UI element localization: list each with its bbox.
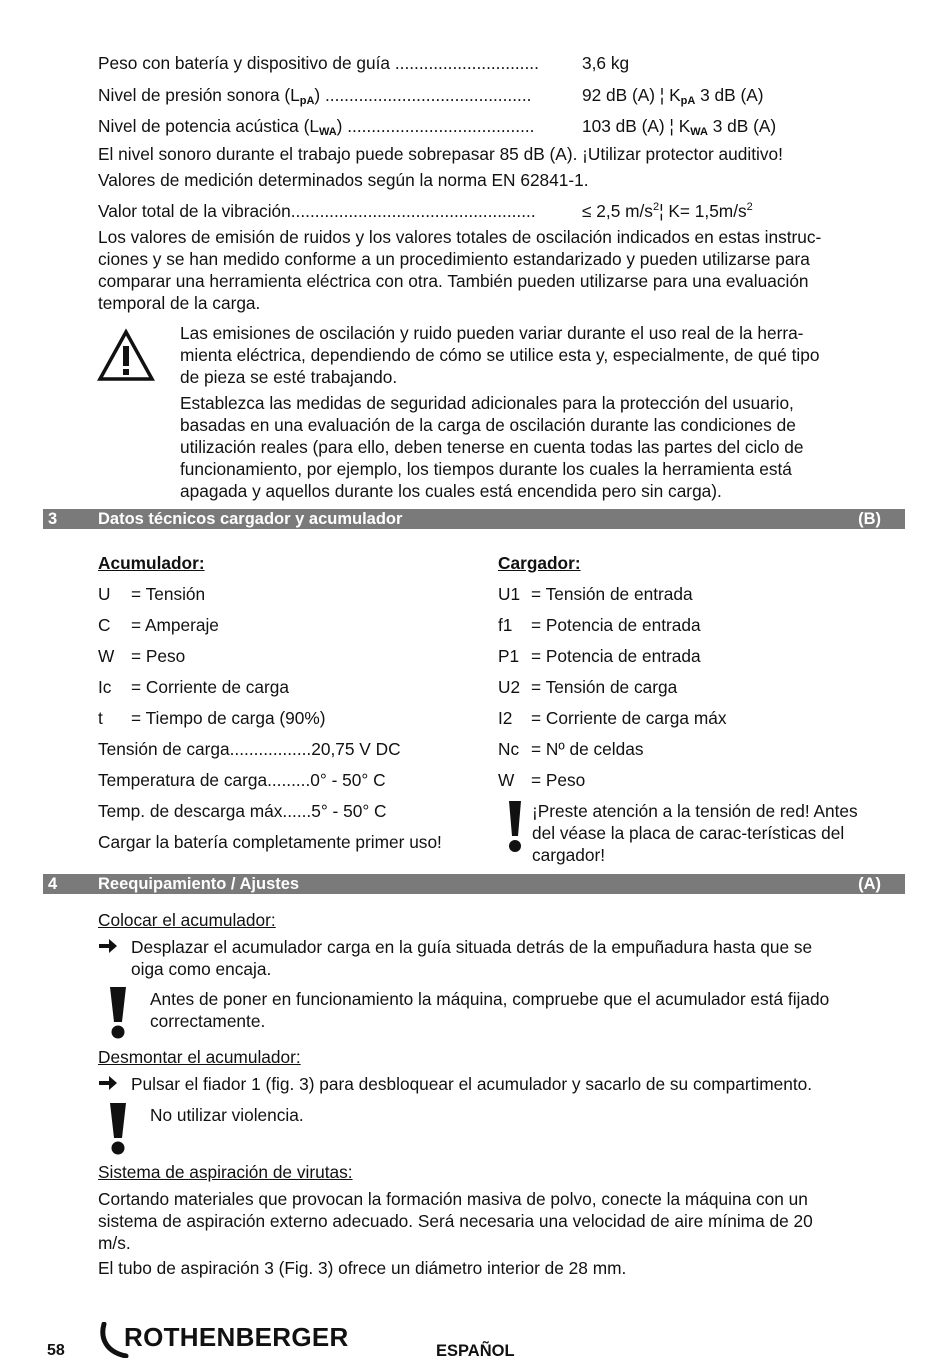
warning-triangle-icon [97,328,155,382]
brand-logo: ROTHENBERGER [124,1322,349,1352]
page-number: 58 [47,1342,65,1359]
remove-battery-note: No utilizar violencia. [150,1105,304,1125]
spec-pressure-value: 92 dB (A) ¦ $K_{pA}$ 3 dB (A) [582,85,764,107]
mains-voltage-note: ¡Preste atención a la tensión de red! Antes del véase la placa de carac-terísticas del cargador! [532,801,858,865]
exclamation-icon [108,1103,128,1155]
section-number: 3 [48,510,58,528]
insert-battery-note: Antes de poner en funcionamiento la máquina, compruebe que el acumulador está fijado correctamente. [150,989,830,1031]
first-use-note: Cargar la batería completamente primer uso! [98,832,442,852]
remove-battery-step: Pulsar el fiador 1 (fig. 3) para desbloquear el acumulador y sacarlo de su compartimento. [131,1074,813,1094]
arrow-right-icon [98,938,118,954]
section-3-header [43,509,905,529]
dust-extraction-paragraph: Cortando materiales que provocan la formación masiva de polvo, conecte la máquina con un sistema de aspiración externo adecuado. Será necesaria una velocidad de aire mínima de 20 m/s. [98,1189,813,1253]
legend-row: W = Peso [98,646,186,666]
legend-row: f1 = Potencia de entrada [498,615,701,635]
charge-voltage: Tensión de carga.................20,75 V DC [98,739,401,759]
emission-paragraph: Los valores de emisión de ruidos y los valores totales de oscilación indicados en estas instruc- ciones y se han medido conforme a un procedimiento estandarizado y pueden utilizarse para comparar una herramienta eléctrica con otra. También pueden utilizarse para una evaluación temporal de la carga. [98,227,822,313]
remove-battery-heading: Desmontar el acumulador: [98,1047,301,1067]
legend-row: C = Amperaje [98,615,219,635]
legend-row: U1 = Tensión de entrada [498,584,693,604]
spec-vibration-value: ≤ 2,5 $m/s^2¦$ $K= 1,5m/s^2$ [582,201,753,221]
legend-row: W = Peso [498,770,586,790]
section-code: (B) [858,510,881,528]
charge-temperature: Temperatura de carga.........0° - 50° C [98,770,386,790]
legend-row: U = Tensión [98,584,206,604]
exclamation-icon [507,801,523,853]
section-4-header [43,874,905,894]
insert-battery-heading: Colocar el acumulador: [98,910,276,930]
spec-power-label: Nivel de potencia acústica $(L_{WA})$ ....................................... [98,116,535,138]
battery-heading: Acumulador: [98,553,205,573]
language-label: ESPAÑOL [436,1342,515,1360]
spec-weight-label: Peso con batería y dispositivo de guía .............................. [98,53,539,73]
section-code: (A) [858,875,881,893]
legend-row: t = Tiempo de carga (90%) [98,708,326,728]
legend-row: P1 = Potencia de entrada [498,646,701,666]
discharge-temperature: Temp. de descarga máx......5° - 50° C [98,801,387,821]
spec-pressure-label: Nivel de presión sonora $(L_{pA})$ ........................................... [98,85,532,107]
section-number: 4 [48,875,58,893]
legend-row: Nc = Nº de celdas [498,739,644,759]
norm-note: Valores de medición determinados según la norma EN 62841-1. [98,170,589,190]
battery-legend [98,583,478,862]
section-title: Datos técnicos cargador y acumulador [98,510,403,528]
legend-row: Ic = Corriente de carga [98,677,290,697]
legend-row: U2 = Tensión de carga [498,677,678,697]
spec-vibration-label: Valor total de la vibración................................................... [98,201,536,221]
warning-paragraph-1: Las emisiones de oscilación y ruido pueden variar durante el uso real de la herra- mienta eléctrica, dependiendo de cómo se utilice esta y, especialmente, de qué tipo de pieza se esté trabajando. [180,323,820,387]
dust-tube-note: El tubo de aspiración 3 (Fig. 3) ofrece un diámetro interior de 28 mm. [98,1258,627,1278]
charger-heading: Cargador: [498,553,581,573]
insert-battery-step: Desplazar el acumulador carga en la guía situada detrás de la empuñadura hasta que se oiga como encaja. [131,937,813,979]
legend-row: I2 = Corriente de carga máx [498,708,727,728]
spec-power-value: 103 dB (A) ¦ $K_{WA}$ 3 dB (A) [582,116,777,138]
arrow-right-icon [98,1075,118,1091]
spec-weight-value: 3,6 kg [582,53,630,73]
noise-note: El nivel sonoro durante el trabajo puede sobrepasar 85 dB (A). ¡Utilizar protector auditivo! [98,144,783,164]
warning-paragraph-2: Establezca las medidas de seguridad adicionales para la protección del usuario, basadas en una evaluación de la carga de oscilación durante las condiciones de utilización reales (para ello, deben tenerse en cuenta todas las partes del ciclo de funcionamiento, por ejemplo, los tiempos durante los cuales la herramienta está apagada y aquellos durante los cuales está encendida pero sin carga). [180,393,804,501]
section-title: Reequipamiento / Ajustes [98,875,300,893]
dust-extraction-heading: Sistema de aspiración de virutas: [98,1162,353,1182]
charger-legend [498,583,898,800]
exclamation-icon [108,987,128,1039]
